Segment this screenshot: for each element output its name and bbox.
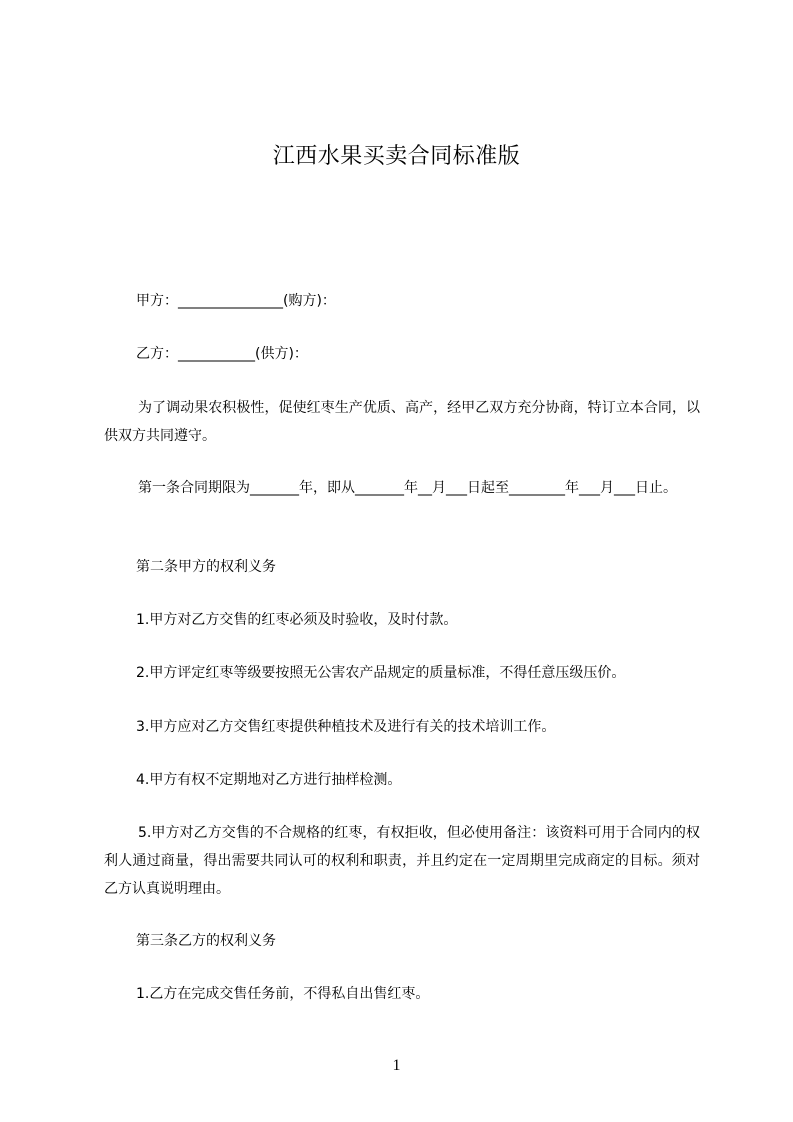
page-number: 1 <box>392 1057 401 1074</box>
document-title: 江西水果买卖合同标准版 <box>272 144 521 169</box>
article-2-item-1: 1.甲方对乙方交售的红枣必须及时验收，及时付款。 <box>136 612 458 628</box>
article-2-item-3: 3.甲方应对乙方交售红枣提供种植技术及进行有关的技术培训工作。 <box>136 719 556 735</box>
article-3-item-1: 1.乙方在完成交售任务前，不得私自出售红枣。 <box>136 986 430 1002</box>
article-2-item-2: 2.甲方评定红枣等级要按照无公害农产品规定的质量标准，不得任意压级压价。 <box>136 665 626 681</box>
article-2-heading: 第二条甲方的权利义务 <box>136 559 276 575</box>
article-3-heading: 第三条乙方的权利义务 <box>136 933 276 949</box>
party-a-line: 甲方：_______________(购方)： <box>136 293 336 309</box>
article-1-paragraph: 第一条合同期限为_______年，即从_______年__月___日起至________年___月___日止。 <box>138 480 677 496</box>
article-2-item-5: 5.甲方对乙方交售的不合规格的红枣，有权拒收，但必使用备注：该资料可用于合同内的权利人通过商量，得出需要共同认可的权利和职责，并且约定在一定周期里完成商定的目标。须对乙方认真说明理由。 <box>104 825 700 897</box>
preamble-paragraph: 为了调动果农积极性，促使红枣生产优质、高产，经甲乙双方充分协商，特订立本合同，以供双方共同遵守。 <box>104 400 700 444</box>
article-2-item-4: 4.甲方有权不定期地对乙方进行抽样检测。 <box>136 772 402 788</box>
party-b-line: 乙方：___________(供方)： <box>136 346 308 362</box>
